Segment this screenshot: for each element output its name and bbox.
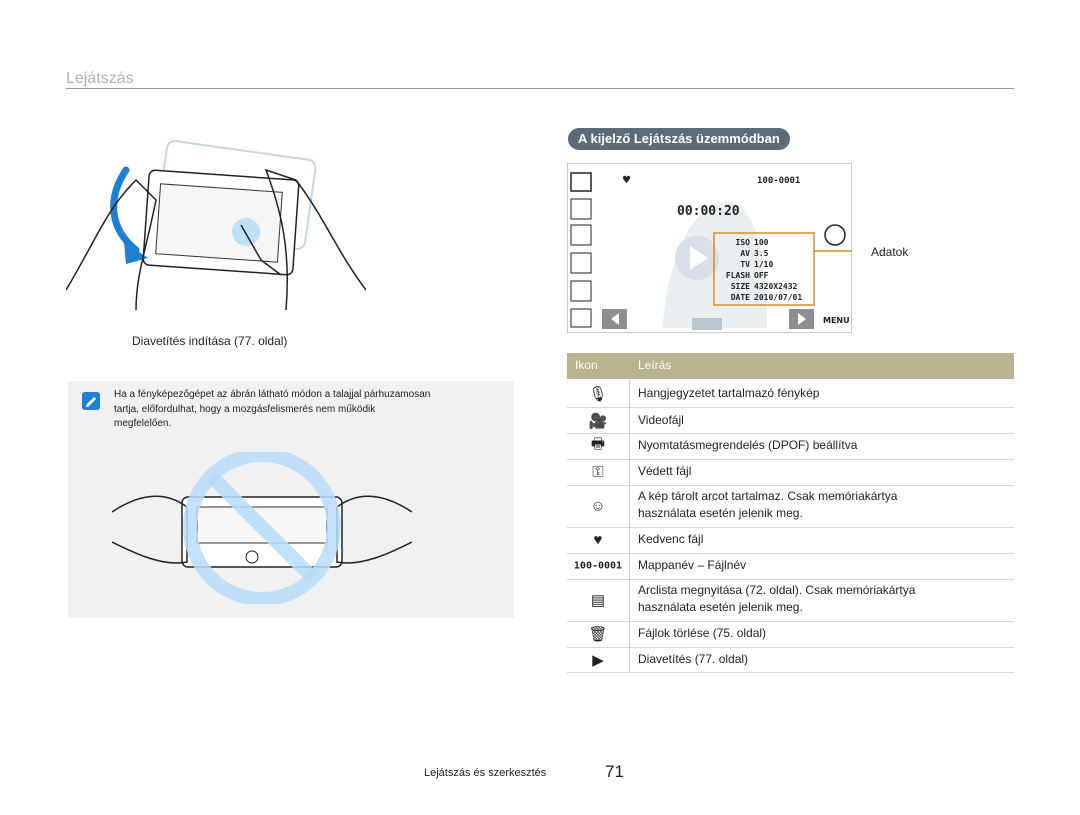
table-row (567, 553, 1014, 580)
table-icon-cell (567, 381, 630, 407)
table-row (567, 381, 1014, 408)
column-header-icon: Ikon (575, 358, 598, 372)
table-description (638, 463, 1010, 480)
table-description (638, 531, 1010, 548)
screen-info-key: FLASH (725, 271, 750, 280)
description-line: Mappanév – Fájlnév (638, 558, 747, 572)
table-description (638, 385, 1010, 402)
table-description (638, 488, 1010, 522)
note-text (114, 388, 509, 432)
note-line: tartja, előfordulhat, hogy a mozgásfelismerés nem működik (114, 403, 376, 415)
description-line: Diavetítés (77. oldal) (638, 652, 749, 666)
description-line: Védett fájl (638, 464, 692, 478)
table-description (638, 412, 1010, 429)
table-icon-cell (567, 485, 630, 527)
table-icon-cell (567, 647, 630, 672)
screen-info-key: SIZE (730, 282, 750, 291)
screen-info-key: TV (740, 260, 750, 269)
table-row (567, 647, 1014, 673)
screen-info-value: 3.5 (754, 249, 769, 258)
note-line: Ha a fényképezőgépet az ábrán látható módon a talajjal párhuzamosan (114, 389, 431, 400)
table-description (638, 651, 1010, 668)
rotate-icon (825, 225, 845, 245)
slideshow-icon: ▶ (592, 651, 604, 669)
screen-file-number: 100-0001 (757, 176, 801, 186)
screen-info-key: ISO (735, 238, 750, 247)
description-line: Fájlok törlése (75. oldal) (638, 626, 767, 640)
table-description (638, 557, 1010, 574)
heart-icon: ♥ (593, 531, 603, 549)
playback-mode-icon (571, 173, 591, 191)
running-header: Lejátszás (66, 70, 134, 87)
smart-album-icon (571, 281, 591, 301)
table-row (567, 579, 1014, 622)
description-line: Nyomtatásmegrendelés (DPOF) beállítva (638, 438, 858, 452)
screen-info-value: 100 (754, 238, 769, 247)
screen-info-value: 2010/07/01 (754, 293, 803, 302)
folder-tab-icon (692, 318, 722, 330)
slideshow-icon (571, 253, 591, 273)
screen-info-value: 1/10 (754, 260, 774, 269)
album-icon (571, 199, 591, 219)
table-row (567, 408, 1014, 434)
album-icon: ▤ (590, 592, 606, 609)
table-row (567, 621, 1014, 648)
description-line: Hangjegyzetet tartalmazó fénykép (638, 386, 820, 400)
table-row (567, 459, 1014, 486)
illustration-caption: Diavetítés indítása (77. oldal) (132, 334, 288, 348)
voice-memo-icon: 🎙 (588, 386, 608, 403)
print-order-icon: 🖶 (590, 435, 606, 453)
description-line: Videofájl (638, 413, 684, 427)
playback-screen-mockup (567, 163, 852, 333)
description-line: használata esetén jelenik meg. (638, 600, 803, 614)
table-description (638, 582, 1010, 616)
screen-timer: 00:00:20 (677, 204, 740, 219)
svg-text:♥: ♥ (622, 175, 631, 186)
trash-icon: 🗑 (588, 626, 608, 643)
screen-info-value: 4320X2432 (754, 282, 798, 291)
file-number-icon: 100-0001 (573, 560, 623, 572)
video-file-icon: 🎥 (588, 412, 608, 430)
table-row (567, 485, 1014, 528)
page-number: 71 (605, 762, 624, 781)
table-icon-cell (567, 579, 630, 621)
camera-tilt-illustration (66, 140, 366, 310)
screen-info-value: OFF (754, 271, 769, 280)
column-header-description: Leírás (638, 358, 672, 372)
footer-section-label: Lejátszás és szerkesztés (424, 767, 547, 779)
callout-label: Adatok (871, 245, 909, 259)
table-description (638, 625, 1010, 642)
screen-info-key: AV (740, 249, 750, 258)
table-icon-cell (567, 553, 630, 579)
display-mode-icon (571, 309, 591, 327)
table-description (638, 437, 1010, 454)
note-line: megfelelően. (114, 418, 172, 429)
protected-key-icon: ⚿ (592, 463, 604, 481)
screen-info-key: DATE (730, 293, 750, 302)
table-icon-cell (567, 621, 630, 647)
description-line: Arclista megnyitása (72. oldal). Csak memóriakártya (638, 583, 916, 597)
menu-button-label: MENU (823, 316, 850, 325)
description-line: Kedvenc fájl (638, 532, 704, 546)
header-divider (66, 88, 1014, 89)
table-row (567, 433, 1014, 460)
prohibited-flat-hold-illustration (112, 452, 412, 604)
table-icon-cell (567, 408, 630, 433)
face-icon: ☺ (590, 497, 606, 515)
table-header (567, 353, 1014, 379)
trash-icon (571, 225, 591, 245)
table-icon-cell (567, 433, 630, 459)
table-icon-cell (567, 459, 630, 485)
section-title: A kijelző Lejátszás üzemmódban (568, 128, 790, 150)
table-row (567, 527, 1014, 554)
note-pencil-icon (82, 392, 100, 410)
table-icon-cell (567, 527, 630, 553)
description-line: használata esetén jelenik meg. (638, 506, 803, 520)
description-line: A kép tárolt arcot tartalmaz. Csak memóriakártya (638, 489, 898, 503)
